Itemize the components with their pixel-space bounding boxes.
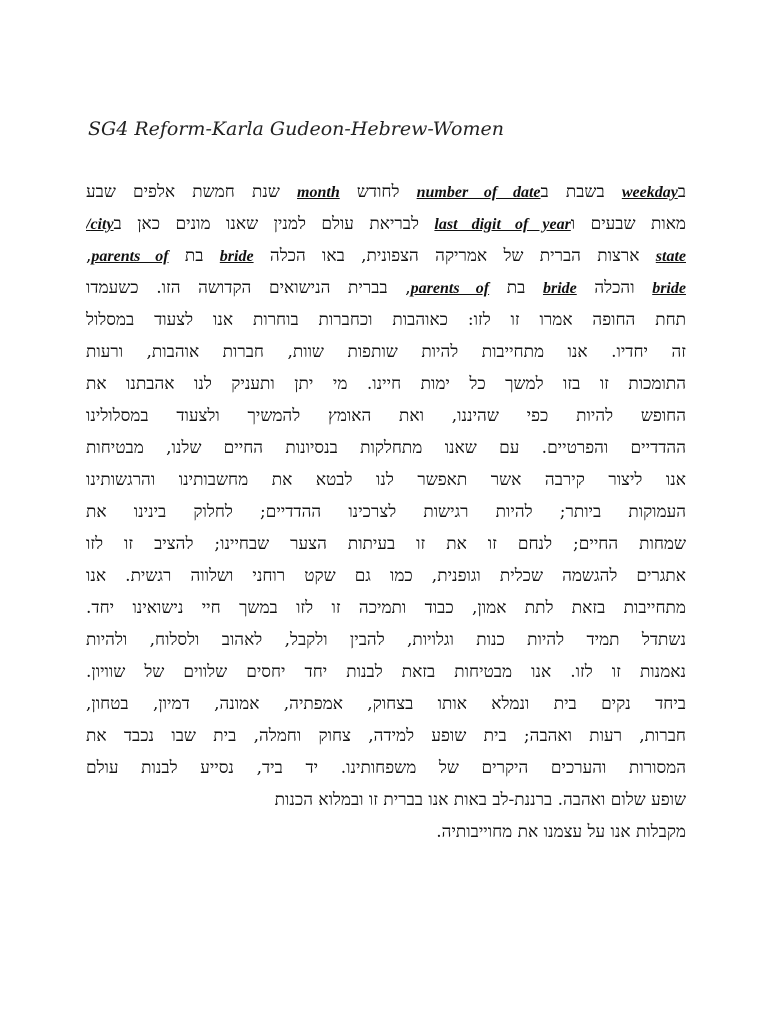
placeholder-bride-1: bride [219,248,254,265]
text-line-19: המסורות והערכים היקרים של משפחותינו. יד ביד, נסייע לבנות עולם [86,758,686,778]
text-line-13: אתגרים להגשמה שכלית וגופנית, כמו גם שקט רוחני ושלווה רגשית. אנו [86,566,686,586]
placeholder-parents-of-2: parents of [410,280,490,297]
text-line-17: ביחד נקים בית ונמלא אותו בצחוק, אמפתיה, אמונה, דמיון, בטחון, [86,694,686,714]
text-line-11: העמוקות ביותר; להיות רגישות לצרכינו ההדדיים; לחלוק בינינו את [86,502,686,522]
text-line-6: זה יחדיו. אנו מתחייבות להיות שותפות שוות, חברות אוהבות, ורעות [86,342,686,362]
text-line-16: נאמנות זו לזו. אנו מבטיחות בזאת לבנות יחד יחסים שלווים של שוויון. [86,662,686,682]
text-line-10: אנו ליצור קירבה אשר תאפשר לנו לבטא את מחשבותינו והרגשותינו [86,470,686,490]
text-line-4: bride והכלה bride בת parents of, בברית הנישואים הקדושה הזו. כשעמדו [86,278,686,298]
placeholder-bride-3: bride [542,280,577,297]
document-body [86,176,686,848]
placeholder-parents-of-1: parents of [91,248,169,265]
text-line-14: מתחייבות בזאת לתת אמון, כבוד ותמיכה זו לזו במשך חיי נישואינו יחד. [86,598,686,618]
text-line-1: בweekday בשבת בnumber of date לחודש month שנת חמשת אלפים שבע [86,182,686,202]
text-line-5: תחת החופה אמרו זו לזו: כאוהבות וכחברות בוחרות אנו לצעוד במסלול [86,310,686,330]
text-line-2: מאות שבעים וlast digit of year לבריאת עולם למנין שאנו מונים כאן בcity/ [86,214,686,234]
text-line-12: שמחות החיים; לנחם זו את זו בעיתות הצער שבחיינו; להציב זו לזו [86,534,686,554]
text-line-7: התומכות זו בזו למשך כל ימות חיינו. מי יתן ותעניק לנו אהבתנו את [86,374,686,394]
text-line-18: חברות, רעות ואהבה; בית שופע למידה, צחוק וחמלה, בית שבו נכבד את [86,726,686,746]
text-line-20: שופע שלום ואהבה. ברננת-לב באות אנו בברית זו ובמלוא הכנות [274,790,686,810]
document-title: SG4 Reform-Karla Gudeon-Hebrew-Women [88,118,504,140]
text-line-15: נשתדל תמיד להיות כנות וגלויות, להבין ולקבל, לאהוב ולסלוח, ולהיות [86,630,686,650]
placeholder-weekday: weekday [621,184,678,201]
placeholder-state: state [655,248,686,265]
text-line-8: החופש להיות כפי שהיננו, ואת האומץ להמשיך ולצעוד במסלולינו [86,406,686,426]
text-line-21: מקבלות אנו על עצמנו את מחוייבותיה. [436,822,686,842]
text-line-3: state ארצות הברית של אמריקה הצפונית, באו הכלה bride בת parents of, [86,246,686,266]
placeholder-city: city/ [86,216,114,233]
placeholder-month: month [297,184,340,201]
placeholder-bride-2: bride [652,280,686,297]
text-line-9: ההדדיים והפרטיים. עם שאנו מתחלקות בנסיונות החיים שלנו, מבטיחות [86,438,686,458]
placeholder-last-digit-of-year: last digit of year [434,216,571,233]
placeholder-number-of-date: number of date [416,184,541,201]
